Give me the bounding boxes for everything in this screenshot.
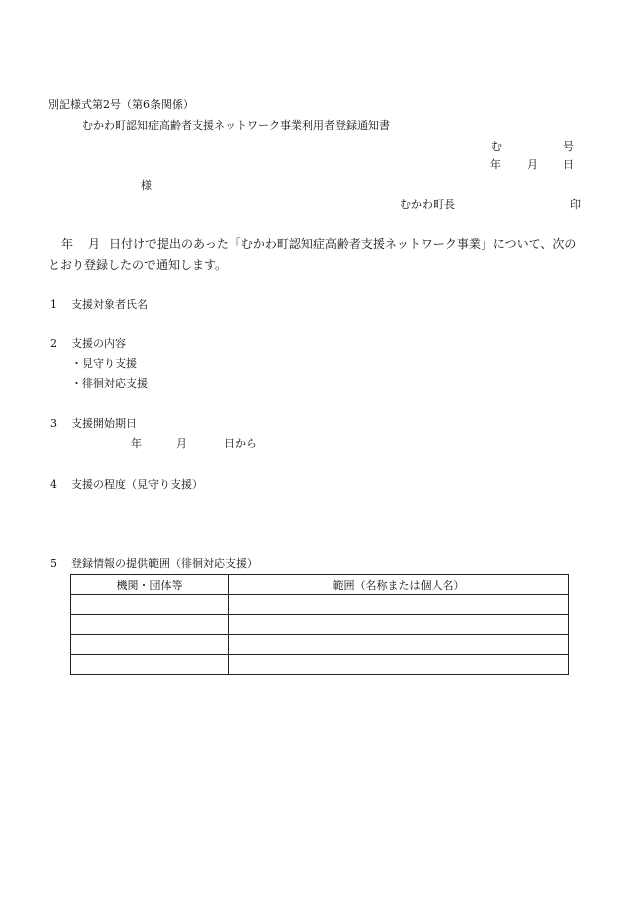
table-cell-scope[interactable] xyxy=(229,635,569,655)
table-cell-scope[interactable] xyxy=(229,655,569,675)
addressee-suffix: 様 xyxy=(141,179,152,192)
table-row xyxy=(71,595,569,615)
item3-label: 支援開始期日 xyxy=(71,417,137,430)
body-line-2: とおり登録したので通知します。 xyxy=(48,258,228,272)
provision-range-table xyxy=(70,574,569,675)
item2-number: 2 xyxy=(50,337,57,350)
body-month: 月 xyxy=(88,237,101,251)
table-header-row xyxy=(71,575,569,595)
doc-number-prefix: む xyxy=(491,140,502,153)
issuer: むかわ町長 xyxy=(400,198,455,211)
body-year: 年 xyxy=(61,237,74,251)
item3-month: 月 xyxy=(176,437,187,450)
item3-year: 年 xyxy=(131,437,142,450)
item3-day-from: 日から xyxy=(224,437,257,450)
item2-option-wandering: ・徘徊対応支援 xyxy=(71,377,148,390)
date-day: 日 xyxy=(563,158,574,171)
item1-label: 支援対象者氏名 xyxy=(71,298,148,311)
item4-number: 4 xyxy=(50,478,57,491)
item4-label: 支援の程度（見守り支援） xyxy=(71,478,203,491)
table-cell-organization[interactable] xyxy=(71,615,229,635)
column-header-organization: 機関・団体等 xyxy=(71,575,229,595)
doc-number-suffix: 号 xyxy=(563,140,574,153)
body-line-1: 日付けで提出のあった「むかわ町認知症高齢者支援ネットワーク事業」について、次の xyxy=(109,237,577,251)
item5-label: 登録情報の提供範囲（徘徊対応支援） xyxy=(71,557,258,570)
seal-mark: 印 xyxy=(570,198,581,211)
item2-label: 支援の内容 xyxy=(71,337,126,350)
table-cell-organization[interactable] xyxy=(71,655,229,675)
table-cell-scope[interactable] xyxy=(229,595,569,615)
item5-number: 5 xyxy=(50,557,57,570)
item2-option-watch: ・見守り支援 xyxy=(71,357,137,370)
date-year: 年 xyxy=(490,158,501,171)
date-month: 月 xyxy=(527,158,538,171)
table-row xyxy=(71,635,569,655)
column-header-scope: 範囲（名称または個人名） xyxy=(229,575,569,595)
table-row xyxy=(71,655,569,675)
form-number: 別記様式第2号（第6条関係） xyxy=(48,98,194,111)
item1-number: 1 xyxy=(50,298,57,311)
table-cell-organization[interactable] xyxy=(71,595,229,615)
item3-number: 3 xyxy=(50,417,57,430)
table-row xyxy=(71,615,569,635)
table-cell-organization[interactable] xyxy=(71,635,229,655)
document-title: むかわ町認知症高齢者支援ネットワーク事業利用者登録通知書 xyxy=(82,119,390,132)
table-cell-scope[interactable] xyxy=(229,615,569,635)
